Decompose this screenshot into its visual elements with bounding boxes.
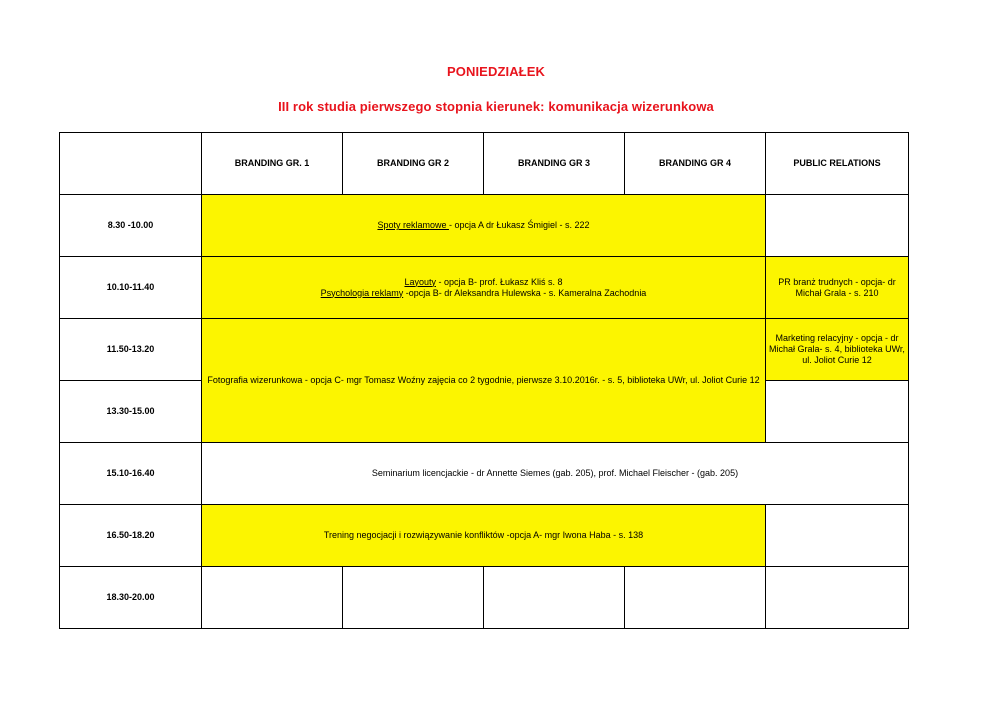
empty-cell — [202, 567, 343, 629]
empty-cell — [484, 567, 625, 629]
empty-cell — [766, 195, 909, 257]
table-row — [60, 319, 909, 381]
header-row — [60, 133, 909, 195]
column-header-branding-1: BRANDING GR. 1 — [202, 133, 343, 195]
class-name: Spoty reklamowe — [377, 220, 449, 230]
class-name: Layouty — [404, 276, 436, 287]
class-cell-seminarium: Seminarium licencjackie - dr Annette Siemes (gab. 205), prof. Michael Fleischer - (gab. 205) — [202, 443, 909, 505]
class-details: - opcja B- prof. Łukasz Kliś s. 8 — [435, 276, 563, 287]
class-cell-fotografia: Fotografia wizerunkowa - opcja C- mgr Tomasz Woźny zajęcia co 2 tygodnie, pierwsze 3.10.2016r. - s. 5, biblioteka UWr, ul. Joliot Curie 12 — [202, 319, 766, 443]
schedule-table — [59, 132, 909, 629]
column-header-branding-4: BRANDING GR 4 — [625, 133, 766, 195]
class-details: - opcja A dr Łukasz Śmigiel - s. 222 — [448, 220, 590, 230]
time-slot: 16.50-18.20 — [60, 505, 202, 567]
column-header-branding-3: BRANDING GR 3 — [484, 133, 625, 195]
empty-cell — [766, 381, 909, 443]
page-title: PONIEDZIAŁEK — [447, 64, 545, 79]
class-cell-layouty-psychologia — [202, 257, 766, 319]
class-cell-pr-branz: PR branż trudnych - opcja- dr Michał Grala - s. 210 — [766, 257, 909, 319]
table-row — [60, 195, 909, 257]
class-name: Psychologia reklamy — [320, 287, 404, 298]
time-slot: 18.30-20.00 — [60, 567, 202, 629]
column-header-public-relations: PUBLIC RELATIONS — [766, 133, 909, 195]
empty-cell — [343, 567, 484, 629]
time-slot: 13.30-15.00 — [60, 381, 202, 443]
table-row — [60, 257, 909, 319]
empty-cell — [766, 505, 909, 567]
table-row — [60, 443, 909, 505]
class-cell-trening: Trening negocjacji i rozwiązywanie konfliktów -opcja A- mgr Iwona Haba - s. 138 — [202, 505, 766, 567]
time-slot: 15.10-16.40 — [60, 443, 202, 505]
page-subtitle: III rok studia pierwszego stopnia kierunek: komunikacja wizerunkowa — [278, 99, 714, 114]
class-cell-spoty — [202, 195, 766, 257]
time-slot: 11.50-13.20 — [60, 319, 202, 381]
table-row — [60, 505, 909, 567]
time-slot: 8.30 -10.00 — [60, 195, 202, 257]
class-details: -opcja B- dr Aleksandra Hulewska - s. Kameralna Zachodnia — [403, 287, 647, 298]
empty-cell — [625, 567, 766, 629]
table-row — [60, 567, 909, 629]
corner-cell — [60, 133, 202, 195]
class-cell-marketing: Marketing relacyjny - opcja - dr Michał Grala- s. 4, biblioteka UWr, ul. Joliot Curie 12 — [766, 319, 909, 381]
time-slot: 10.10-11.40 — [60, 257, 202, 319]
column-header-branding-2: BRANDING GR 2 — [343, 133, 484, 195]
empty-cell — [766, 567, 909, 629]
